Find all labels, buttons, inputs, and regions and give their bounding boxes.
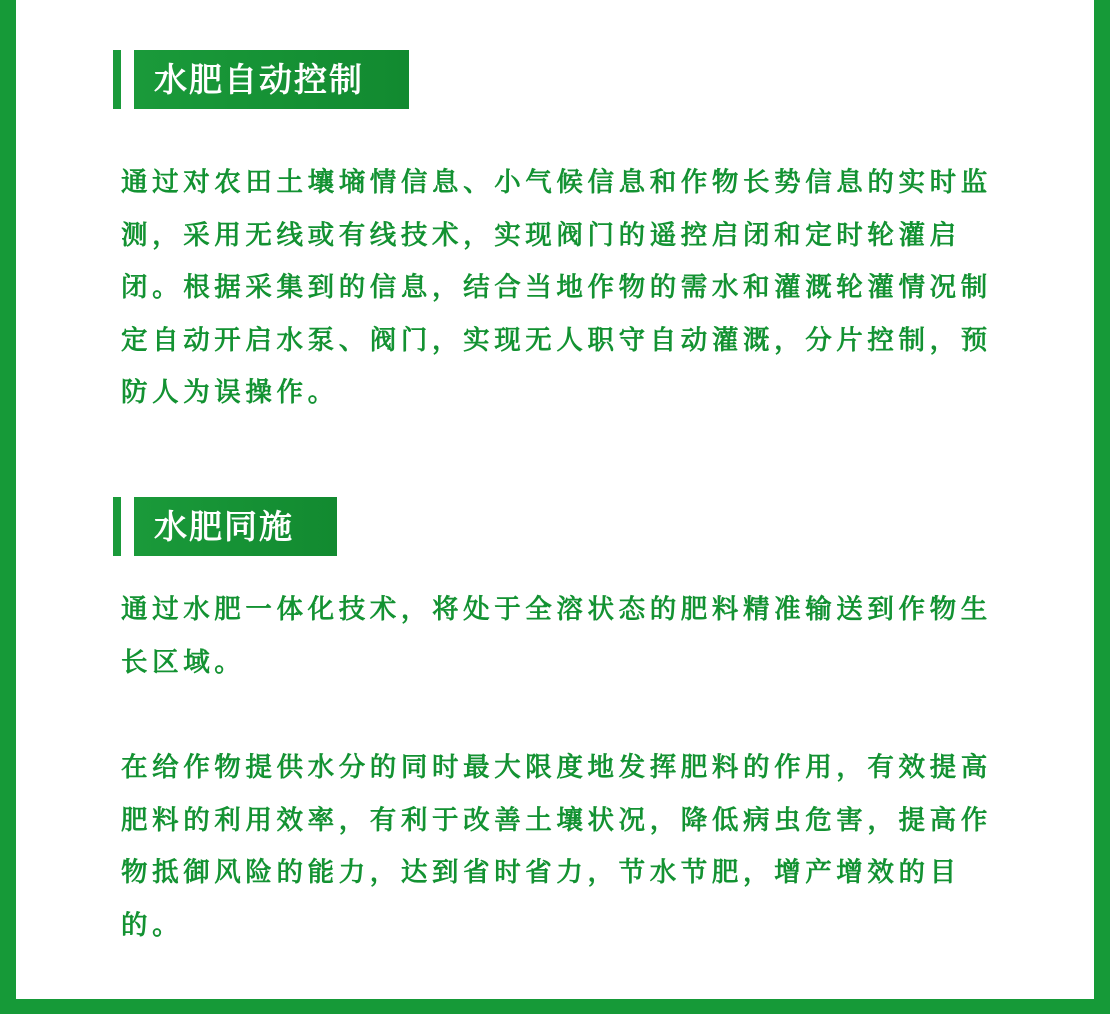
section-heading-fertigation: 水肥同施 — [121, 497, 337, 556]
section-paragraph-fertigation-benefits: 在给作物提供水分的同时最大限度地发挥肥料的作用，有效提高肥料的利用效率，有利于改善土壤状况，降低病虫危害，提高作物抵御风险的能力，达到省时省力，节水节肥，增产增效的目的。 — [121, 752, 992, 941]
green-frame-bottom — [0, 999, 1110, 1014]
section-heading-auto-control: 水肥自动控制 — [121, 50, 409, 109]
green-frame-left — [0, 0, 16, 1014]
section-paragraph-fertigation-intro: 通过水肥一体化技术，将处于全溶状态的肥料精准输送到作物生长区域。 — [121, 594, 992, 678]
green-frame-right — [1094, 0, 1110, 1014]
section-paragraph-auto-control: 通过对农田土壤墒情信息、小气候信息和作物长势信息的实时监测，采用无线或有线技术，实现阀门的遥控启闭和定时轮灌启闭。根据采集到的信息，结合当地作物的需水和灌溉轮灌情况制定自动开启水泵、阀门，实现无人职守自动灌溉，分片控制，预防人为误操作。 — [121, 167, 992, 408]
